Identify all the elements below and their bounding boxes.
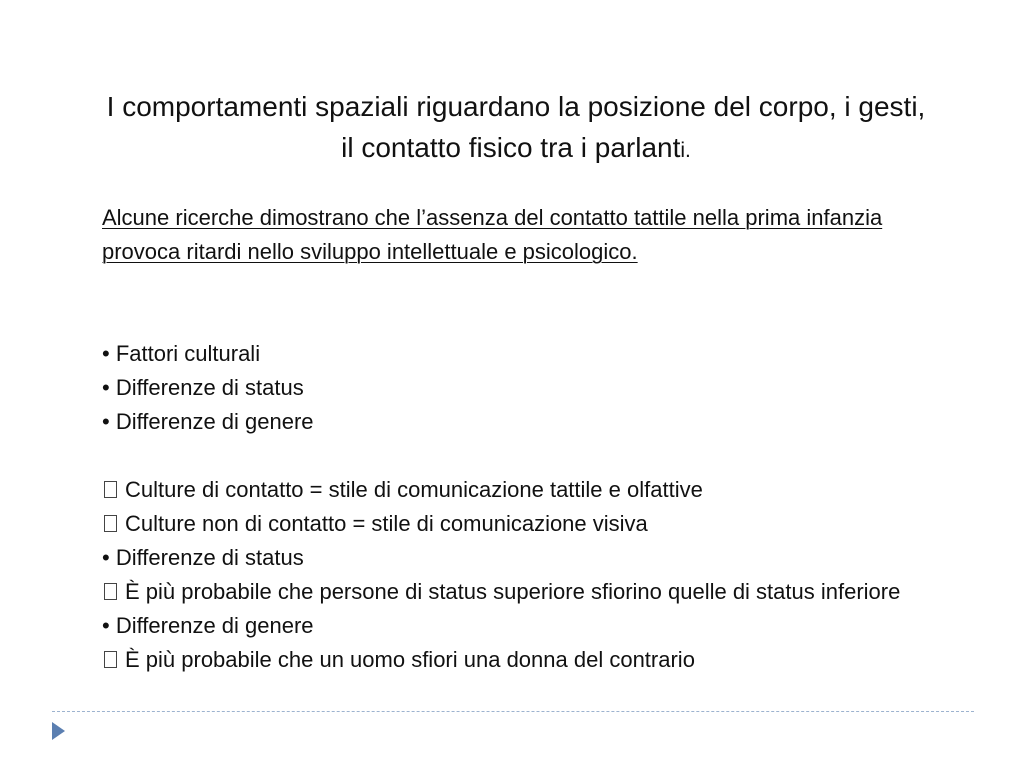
missing-glyph-box-icon [104, 481, 117, 498]
item-differenze-status [102, 541, 942, 575]
item-differenze-genere [102, 609, 942, 643]
slide-title-main: I comportamenti spaziali riguardano la posizione del corpo, i gesti, il contatto fisico tra i parlant [106, 91, 926, 163]
item-text: • Differenze di status [102, 545, 304, 570]
item-text: È più probabile che un uomo sfiori una donna del contrario [125, 647, 695, 672]
item-uomo-donna [102, 643, 942, 677]
bullet-fattori-culturali: • Fattori culturali [102, 341, 261, 366]
spacer [102, 439, 942, 473]
body-list [102, 337, 942, 677]
slide-title [100, 86, 932, 171]
bullet-differenze-status: • Differenze di status [102, 375, 304, 400]
missing-glyph-box-icon [104, 651, 117, 668]
underlined-paragraph: Alcune ricerche dimostrano che l’assenza del contatto tattile nella prima infanzia provoca ritardi nello sviluppo intellettuale e psicologico. [102, 205, 883, 264]
triangle-right-icon [52, 722, 65, 740]
slide-title-tail: i. [680, 139, 691, 162]
missing-glyph-box-icon [104, 583, 117, 600]
item-culture-non-contatto [102, 507, 942, 541]
item-text: Culture non di contatto = stile di comunicazione visiva [125, 511, 648, 536]
item-status-superiore [102, 575, 942, 609]
item-text: Culture di contatto = stile di comunicazione tattile e olfattive [125, 477, 703, 502]
item-culture-contatto [102, 473, 942, 507]
item-text: È più probabile che persone di status superiore sfiorino quelle di status inferiore [125, 579, 901, 604]
missing-glyph-box-icon [104, 515, 117, 532]
item-text: • Differenze di genere [102, 613, 314, 638]
footer-divider [52, 711, 974, 712]
bullet-differenze-genere: • Differenze di genere [102, 409, 314, 434]
